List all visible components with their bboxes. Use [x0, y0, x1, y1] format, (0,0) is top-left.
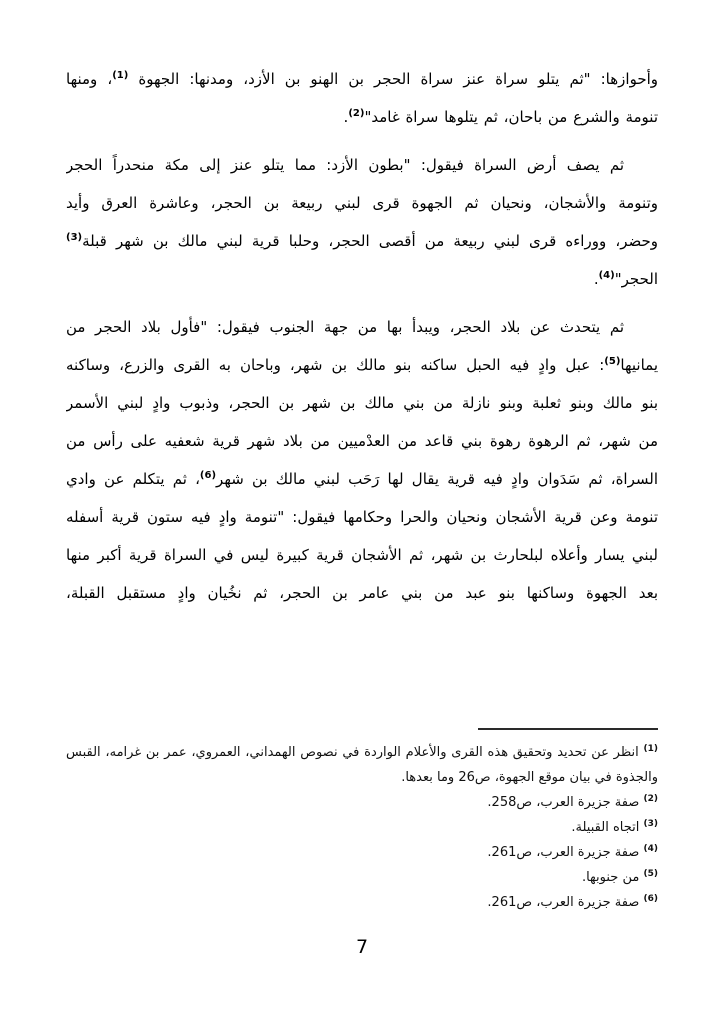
footnote-ref: (5)	[604, 356, 621, 367]
footnote-marker: (1)	[643, 744, 658, 754]
page-number: 7	[355, 936, 369, 958]
footnote-ref: (3)	[66, 232, 83, 243]
paragraph	[66, 308, 658, 612]
footnote-marker: (5)	[643, 869, 658, 879]
text-line: لبني يسار وأعلاه لبلحارث بن شهر، ثم الأشجان قرية كبيرة ليس في السراة قرية أكبر منها	[66, 546, 658, 564]
footnote-text: صفة جزيرة العرب، ص261.	[487, 895, 640, 910]
footnote-text: من جنوبها.	[581, 870, 640, 885]
paragraph	[66, 146, 658, 298]
footnote-item	[66, 815, 658, 840]
text-line: الحجر"$^{(4)}$.	[593, 270, 658, 288]
text-line: وتنومة والأشجان، ونحيان ثم الجهوة قرى لبني ربيعة بن الحجر، وعاشرة العرق وأيد	[66, 194, 658, 212]
text-line: تنومة والشرع من باحان، ثم يتلوها سراة غامد"$^{(2)}$.	[343, 108, 658, 126]
footnote-text: صفة جزيرة العرب، ص258.	[487, 795, 640, 810]
paragraphs-container	[66, 60, 658, 612]
footnote-ref: (1)	[112, 70, 129, 81]
footnote-item	[66, 790, 658, 815]
text-line: تنومة وعن قرية الأشجان ونحيان والحرا وحكامها فيقول: "تنومة وادٍ فيه ستون قرية أسفله	[66, 508, 658, 526]
footnote-ref: (4)	[598, 270, 615, 281]
footnote-text: اتجاه القبيلة.	[571, 820, 640, 835]
footnote-ref: (2)	[348, 108, 365, 119]
text-line: وحضر، ووراءه قرى لبني ربيعة من أقصى الحجر، وحلبا قرية لبني مالك بن شهر قبلة$^{(3)}$	[66, 232, 658, 250]
footnote-marker: (3)	[643, 819, 658, 829]
text-line: من شهر، ثم الرهوة رهوة بني قاعد من العدْميين من بلاد شهر قرية شعفيه على رأس من	[66, 432, 658, 450]
footnotes	[66, 740, 658, 915]
footnote-marker: (2)	[643, 794, 658, 804]
text-line: وأحوازها: "ثم يتلو سراة عنز سراة الحجر بن الهنو بن الأزد، ومدنها: الجهوة $^{(1)}$، ومنها	[66, 70, 658, 88]
footnote-item	[66, 890, 658, 915]
text-line: ثم يتحدث عن بلاد الحجر، ويبدأ بها من جهة الجنوب فيقول: "فأول بلاد الحجر من	[66, 318, 624, 336]
footnote-marker: (4)	[643, 844, 658, 854]
footnote-separator	[478, 728, 658, 730]
text-line: ثم يصف أرض السراة فيقول: "بطون الأزد: مما يتلو عنز إلى مكة منحدراً الحجر	[66, 156, 624, 174]
footnote-ref: (6)	[199, 470, 217, 481]
footnote-item	[66, 840, 658, 865]
text-line: بنو مالك وبنو ثعلبة وبنو نازلة من بني مالك بن شهر بن الحجر، وذبوب وادٍ لبني الأسمر	[66, 394, 658, 412]
text-line: بعد الجهوة وساكنها بنو عبد من بني عامر بن الحجر، ثم نخُيان وادٍ مستقبل القبلة،	[66, 584, 658, 602]
footnote-text: انظر عن تحديد وتحقيق هذه القرى والأعلام الواردة في نصوص الهمداني، العمروي، عمر بن غرامه، القبس والجذوة في بيان موقع الجهوة، ص26 وما بعدها.	[66, 745, 658, 785]
body-text	[66, 0, 658, 915]
footnote-text: صفة جزيرة العرب، ص261.	[487, 845, 640, 860]
footnote-item	[66, 865, 658, 890]
footnote-marker: (6)	[643, 894, 658, 904]
text-line: السراة، ثم سَدَوان وادٍ فيه قرية يقال لها رَحَب لبني مالك بن شهر$^{(6)}$، ثم يتكلم عن وادي	[66, 470, 658, 488]
text-line: يمانيها$^{(5)}$: عبل وادٍ فيه الحبل ساكنه بنو مالك بن شهر، وباحان به القرى والزرع، وساكنه	[66, 356, 658, 374]
paragraph	[66, 60, 658, 136]
footnote-item	[66, 740, 658, 790]
